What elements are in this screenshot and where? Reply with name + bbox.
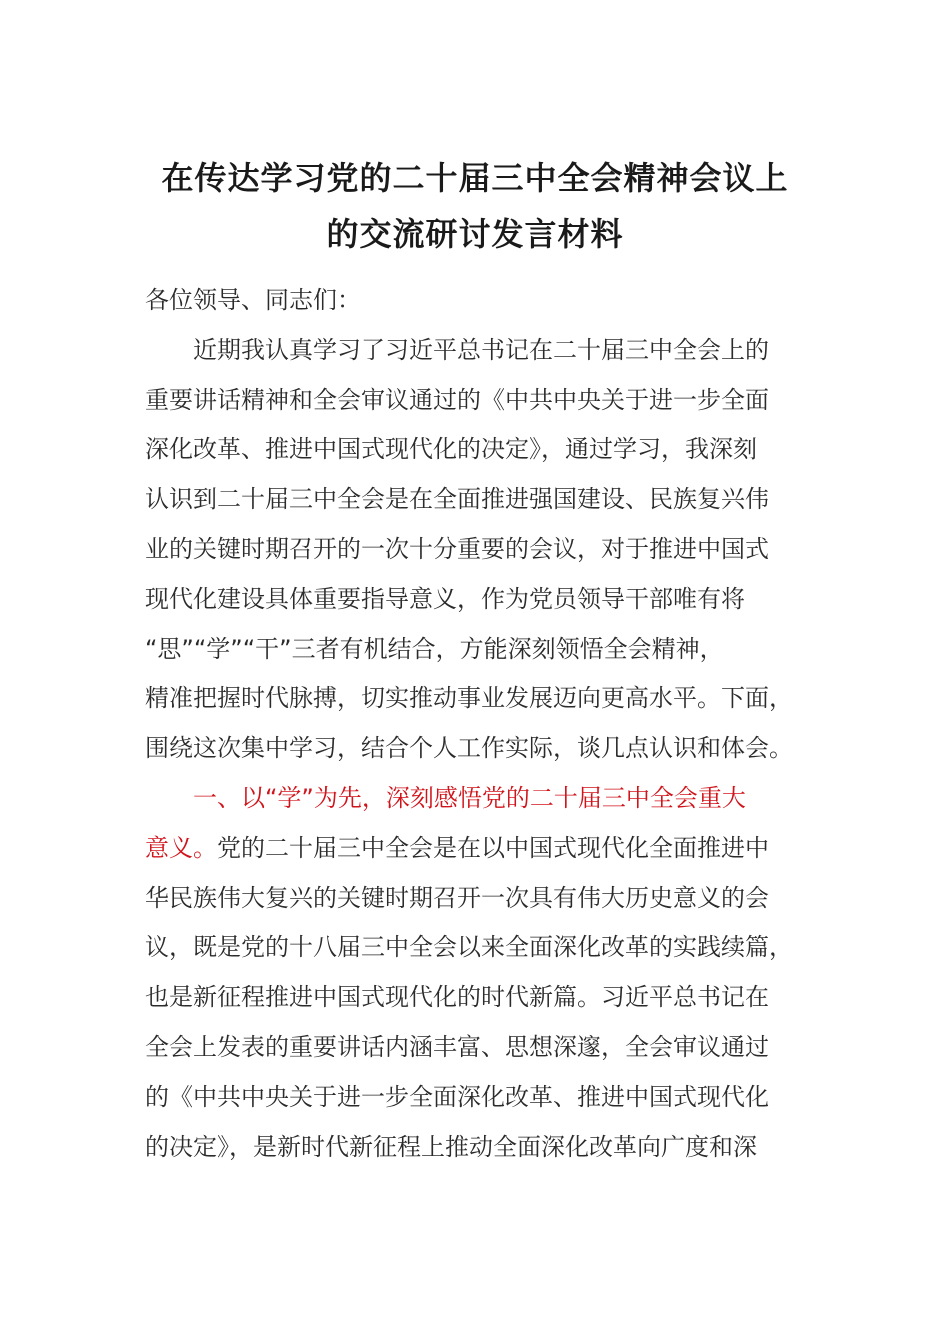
document-body [145, 276, 815, 1172]
paragraph-line: 现代化建设具体重要指导意义，作为党员领导干部唯有将 [145, 584, 745, 613]
document-title [0, 150, 950, 262]
paragraph-line: 全会上发表的重要讲话内涵丰富、思想深邃，全会审议通过 [145, 1032, 769, 1061]
paragraph-line: “思”“学”“干”三者有机结合，方能深刻领悟全会精神， [145, 634, 724, 663]
paragraph-line: 议，既是党的十八届三中全会以来全面深化改革的实践续篇， [145, 933, 793, 962]
paragraph-line: 重要讲话精神和全会审议通过的《中共中央关于进一步全面 [145, 385, 769, 414]
paragraph-line: 精准把握时代脉搏，切实推动事业发展迈向更高水平。下面， [145, 684, 793, 713]
paragraph-line: 业的关键时期召开的一次十分重要的会议，对于推进中国式 [145, 534, 769, 563]
paragraph-1 [145, 326, 815, 774]
title-line-1: 在传达学习党的二十届三中全会精神会议上 [161, 159, 789, 197]
paragraph-line-text: 党的二十届三中全会是在以中国式现代化全面推进中 [217, 833, 769, 862]
paragraph-line: 深化改革、推进中国式现代化的决定》，通过学习，我深刻 [145, 435, 757, 464]
paragraph-line [145, 824, 815, 874]
paragraph-2 [145, 774, 815, 1172]
section-heading-line-1: 一、以“学”为先，深刻感悟党的二十届三中全会重大 [193, 783, 746, 812]
paragraph-line: 也是新征程推进中国式现代化的时代新篇。习近平总书记在 [145, 983, 769, 1012]
salutation: 各位领导、同志们： [145, 286, 361, 314]
paragraph-line: 认识到二十届三中全会是在全面推进强国建设、民族复兴伟 [145, 485, 769, 514]
section-heading-line-2: 意义。 [145, 833, 217, 862]
paragraph-line: 围绕这次集中学习，结合个人工作实际，谈几点认识和体会。 [145, 734, 793, 763]
title-line-2: 的交流研讨发言材料 [326, 215, 624, 253]
paragraph-line: 的决定》，是新时代新征程上推动全面深化改革向广度和深 [145, 1132, 757, 1161]
paragraph-line: 近期我认真学习了习近平总书记在二十届三中全会上的 [193, 335, 769, 364]
paragraph-line: 华民族伟大复兴的关键时期召开一次具有伟大历史意义的会 [145, 883, 769, 912]
paragraph-line: 的《中共中央关于进一步全面深化改革、推进中国式现代化 [145, 1082, 769, 1111]
